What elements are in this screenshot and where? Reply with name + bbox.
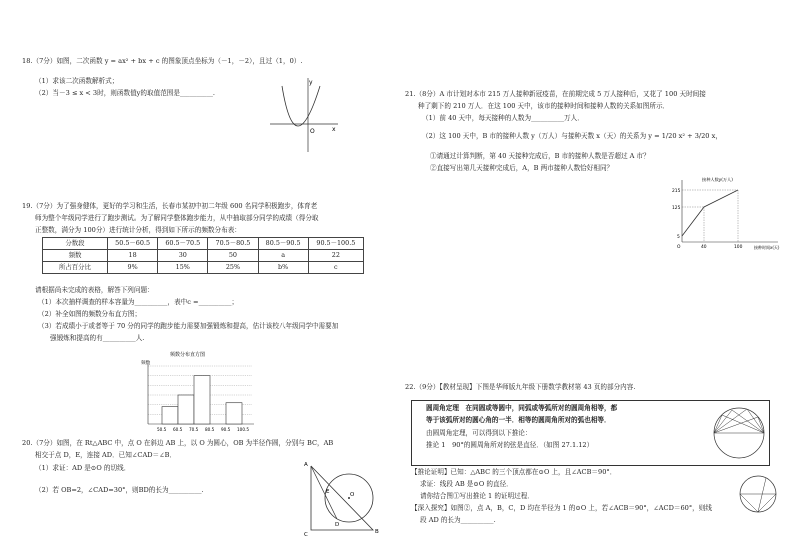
table-cell: 25% bbox=[208, 262, 258, 274]
label-E: E bbox=[326, 489, 330, 495]
box-line4: 推论 1 90°的圆周角所对的弦是直径．（如图 27.1.12） bbox=[426, 441, 594, 449]
q22-p1: 【推论证明】已知：△ABC 的三个顶点都在⊙O 上，且∠ACB＝90°． bbox=[411, 468, 617, 476]
histogram bbox=[140, 350, 258, 434]
q22-p1b: 求证：线段 AB 是⊙O 的直径． bbox=[420, 480, 513, 488]
label-O: O bbox=[350, 492, 355, 498]
histogram-tick-label: 70.5 bbox=[189, 427, 199, 432]
table-header-cell: 70.5－80.5 bbox=[208, 238, 258, 250]
histogram-bar bbox=[226, 403, 242, 424]
q19-line1: 19.（7分）为了强身健体，更好的学习和生活，长春市某初中初二年级 600 名同学积极跑步，体育老 bbox=[22, 202, 318, 210]
histogram-tick-label: 60.5 bbox=[173, 427, 183, 432]
box-line2: 等于该弧所对的圆心角的一半．相等的圆周角所对的弧也相等． bbox=[426, 416, 611, 424]
frequency-table bbox=[42, 237, 364, 274]
q19-p3: （3）若成绩小于或者等于 70 分的同学的跑步能力需要加强锻炼和提高，估计该校八年级同学中需要加 bbox=[38, 322, 339, 330]
table-cell: 所占百分比 bbox=[43, 262, 108, 274]
table-cell: 30 bbox=[158, 250, 208, 262]
label-C: C bbox=[304, 532, 308, 538]
axis-x-label: x bbox=[332, 126, 336, 133]
q19-line2: 师为整个年级同学进行了跑步测试。为了解同学整体跑步能力，从中抽取部分同学的成绩（得分取 bbox=[35, 214, 319, 222]
ytick-215: 215 bbox=[672, 189, 681, 194]
histogram-title: 频数分布直方图 bbox=[170, 352, 206, 358]
q21-p2a: ①请通过计算判断，第 40 天接种完成后，B 市的接种人数是否超过 A 市？ bbox=[430, 152, 650, 160]
table-cell: a bbox=[258, 250, 308, 262]
table-header-cell: 90.5－100.5 bbox=[308, 238, 363, 250]
q18-line3: （2）当－3 ≤ x < 3时，则函数值y的取值范围是__________. bbox=[35, 89, 216, 97]
inscribed-angle-figure bbox=[712, 405, 766, 461]
table-row bbox=[43, 262, 364, 274]
label-D: D bbox=[335, 522, 340, 528]
graph-origin: O bbox=[677, 245, 681, 250]
table-cell: c bbox=[308, 262, 363, 274]
histogram-bar bbox=[194, 376, 210, 424]
textbook-excerpt-box bbox=[411, 400, 770, 466]
label-A: A bbox=[304, 462, 308, 468]
graph-ylabel: 接种人数y(万人) bbox=[702, 177, 733, 182]
q21-line1: 21.（8分）A 市计划对本市 215 万人接种新冠疫苗，在前期完成 5 万人接种后，又花了 100 天时间接 bbox=[405, 90, 706, 98]
label-B: B bbox=[375, 529, 379, 535]
q21-p2: （2）这 100 天中，B 市的接种人数 y（万人）与接种天数 x（天）的关系为 y = 1/20 x² + 3/20 x， bbox=[422, 132, 722, 140]
q22-p2: 【深入探究】如图②，点 A，B，C，D 均在半径为 1 的⊙O 上，若∠ACB＝90°，∠ACD＝60°，则线 bbox=[411, 504, 712, 512]
table-cell: 50 bbox=[208, 250, 258, 262]
table-header-cell: 80.5－90.5 bbox=[258, 238, 308, 250]
histogram-tick-label: 100.5 bbox=[237, 427, 249, 432]
q21-p2b: ②直接写出第几天接种完成后，A，B 两市接种人数恰好相同？ bbox=[430, 164, 614, 172]
table-header-cell: 60.5－70.5 bbox=[158, 238, 208, 250]
table-header-cell: 分数段 bbox=[43, 238, 108, 250]
q19-p3b: 强锻炼和提高的有__________人. bbox=[50, 334, 145, 342]
xtick-100: 100 bbox=[734, 245, 743, 250]
q22-line1: 22.（9分）【教材呈现】下图是华师版九年级下册数学教材第 43 页的部分内容. bbox=[405, 383, 636, 391]
q18-line2: （1）求该二次函数解析式； bbox=[35, 77, 119, 85]
table-cell: 15% bbox=[158, 262, 208, 274]
table-row bbox=[43, 250, 364, 262]
circle-figure-2 bbox=[736, 470, 780, 520]
table-cell: 9% bbox=[108, 262, 158, 274]
circle-tangent-figure bbox=[297, 458, 381, 538]
graph-xlabel: 接种时间x(天) bbox=[754, 245, 780, 250]
histogram-tick-label: 50.5 bbox=[157, 427, 167, 432]
box-line3: 由圆周角定理，可以得到以下推论： bbox=[426, 429, 532, 437]
table-header-row bbox=[43, 238, 364, 250]
ytick-125: 125 bbox=[672, 206, 681, 211]
histogram-bar bbox=[162, 407, 178, 424]
q20-line4: （2）若 OB=2，∠CAD=30°，则BD的长为__________. bbox=[35, 486, 204, 494]
box-line1: 圆周角定理 在同圆或等圆中，同弧或等弧所对的圆周角相等，都 bbox=[426, 404, 618, 412]
origin-label: O bbox=[310, 128, 315, 135]
q19-line3: 正整数，满分为 100分）进行统计分析，得到如下所示的频数分布表： bbox=[35, 226, 241, 234]
q19-p1: （1）本次抽样调查的样本容量为__________，表中c =__________； bbox=[38, 298, 239, 306]
q21-line2: 种了剩下的 210 万人．在这 100 天中，该市的接种时间和接种人数的关系如图所示． bbox=[418, 102, 670, 110]
q19-after: 请根据尚未完成的表格，解答下列问题： bbox=[35, 286, 154, 294]
table-header-cell: 50.5－60.5 bbox=[108, 238, 158, 250]
q20-line3: （1）求证：AD 是⊙O 的切线． bbox=[35, 464, 131, 472]
q20-line2: 相交于点 D，E，连接 AD．已知∠CAD＝∠B． bbox=[35, 451, 177, 459]
q22-p2b: 段 AD 的长为__________. bbox=[420, 516, 496, 524]
xtick-40: 40 bbox=[701, 245, 707, 250]
table-cell: 18 bbox=[108, 250, 158, 262]
table-cell: b% bbox=[258, 262, 308, 274]
q20-line1: 20.（7分）如图，在 Rt△ABC 中，点 O 在斜边 AB 上，以 O 为圆心，OB 为半径作圆，分别与 BC，AB bbox=[22, 439, 334, 447]
q18-line1: 18.（7分）如图，二次函数 y = ax² + bx + c 的图象顶点坐标为（－1，－2），且过（1，0）. bbox=[22, 57, 303, 65]
parabola-graph bbox=[268, 76, 340, 154]
table-cell: 22 bbox=[308, 250, 363, 262]
histogram-ylabel: 频数 bbox=[141, 361, 151, 366]
table-cell: 频数 bbox=[43, 250, 108, 262]
ytick-5: 5 bbox=[677, 235, 680, 240]
vaccination-line-graph bbox=[662, 176, 782, 252]
q21-p1: （1）前 40 天中，每天接种的人数为__________万人． bbox=[422, 114, 584, 122]
axis-y-label: y bbox=[309, 79, 313, 86]
q19-p2: （2）补全如图的频数分布直方图； bbox=[38, 310, 142, 318]
histogram-tick-label: 90.5 bbox=[221, 427, 231, 432]
histogram-tick-label: 80.5 bbox=[205, 427, 215, 432]
q22-p1c: 请你结合图①写出推论 1 的证明过程． bbox=[420, 492, 534, 500]
histogram-bar bbox=[178, 395, 194, 424]
